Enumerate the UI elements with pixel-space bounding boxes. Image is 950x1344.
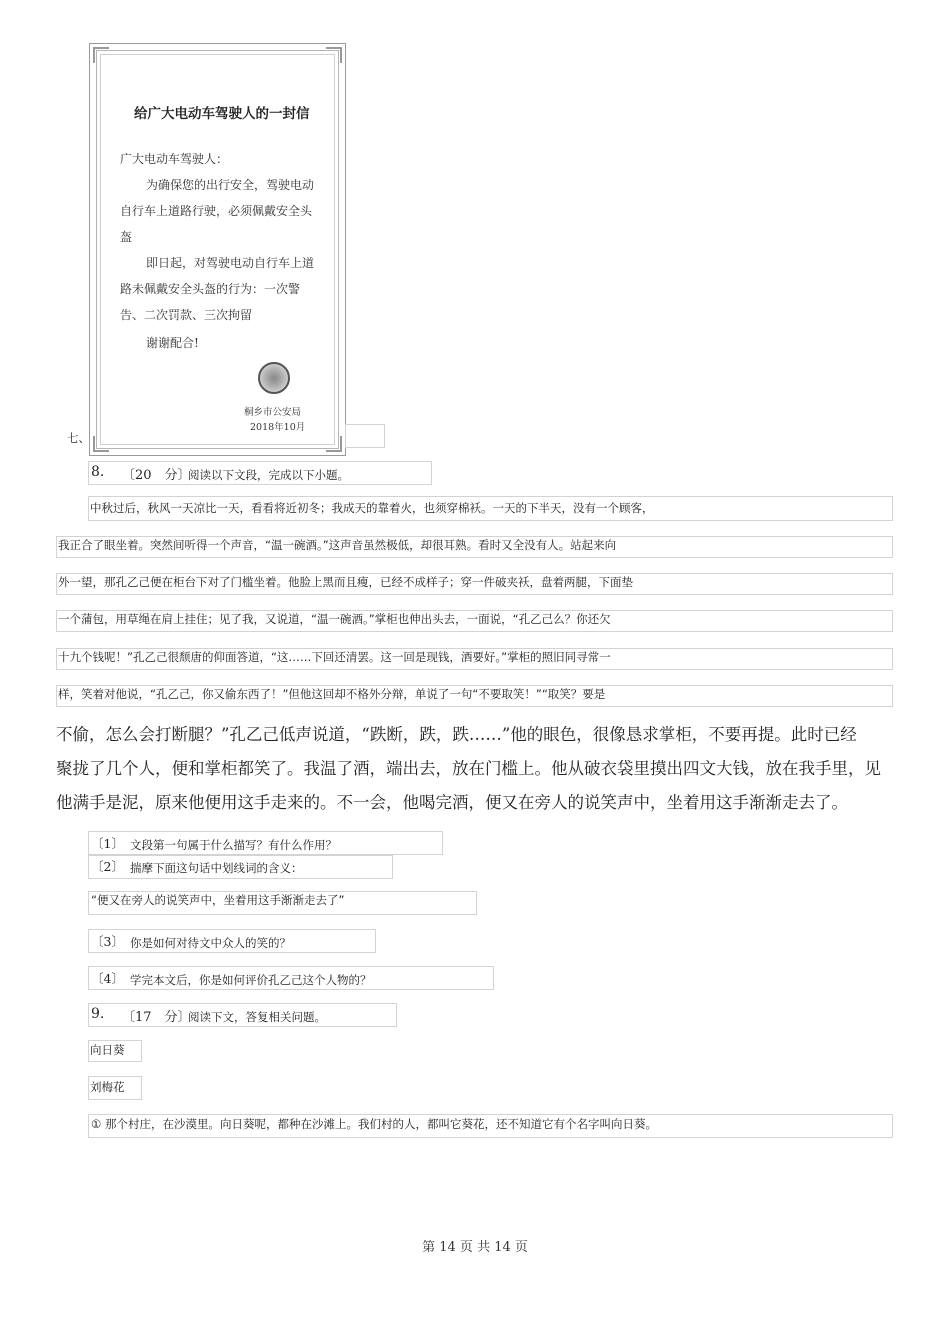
- text-box-outline: [345, 424, 385, 448]
- article-title: 向日葵: [90, 1043, 125, 1057]
- passage-line: 外一望，那孔乙己便在柜台下对了门槛坐着。他脸上黑而且瘦，已经不成样子；穿一件破夹袄，盘着两腿，下面垫: [58, 575, 633, 589]
- notice-letter-image: [89, 43, 346, 456]
- letter-date: 2018年10月: [250, 422, 306, 433]
- letter-line: 自行车上道路行驶，必须佩戴安全头: [120, 204, 313, 218]
- passage-line: 样，笑着对他说，“孔乙己，你又偷东西了！”但他这回却不格外分辩，单说了一句“不要取笑！”“取笑？要是: [58, 687, 606, 701]
- question-8-number: 8.: [91, 464, 105, 480]
- passage-line-large: 聚拢了几个人，便和掌柜都笑了。我温了酒，端出去，放在门槛上。他从破衣袋里摸出四文大钱，放在我手里，见: [56, 759, 881, 778]
- letter-line: 为确保您的出行安全，驾驶电动: [146, 178, 315, 192]
- passage-line: 中秋过后，秋风一天凉比一天，看看将近初冬；我成天的靠着火，也须穿棉袄。一天的下半天，没有一个顾客，: [90, 501, 654, 515]
- corner-ornament: [93, 47, 109, 63]
- quoted-sentence: “便又在旁人的说笑声中，坐着用这手渐渐走去了”: [91, 893, 345, 907]
- passage-line-large: 不偷，怎么会打断腿？”孔乙己低声说道，“跌断，跌，跌……”他的眼色，很像恳求掌柜，不要再提。此时已经: [56, 725, 857, 744]
- subquestion-text: 学完本文后，你是如何评价孔乙己这个人物的？: [130, 973, 372, 987]
- letter-salutation: 广大电动车驾驶人：: [120, 152, 229, 166]
- police-emblem-icon: [258, 362, 290, 394]
- passage-line: 十九个钱呢！”孔乙己很颓唐的仰面答道，“这……下回还清罢。这一回是现钱，酒要好。”掌柜的照旧同寻常一: [58, 650, 611, 664]
- letter-line: 盔: [120, 230, 133, 244]
- corner-ornament: [93, 436, 109, 452]
- subquestion-text: 你是如何对待文中众人的笑的？: [130, 936, 291, 950]
- passage-line: 我正合了眼坐着。突然间听得一个声音，“温一碗酒。”这声音虽然极低，却很耳熟。看时又全没有人。站起来向: [58, 538, 617, 552]
- subquestion-number: 〔3〕: [91, 934, 124, 949]
- page-footer: 第 14 页 共 14 页: [422, 1240, 528, 1255]
- subquestion-text: 揣摩下面这句话中划线词的含义：: [130, 861, 303, 875]
- article-first-line: ① 那个村庄，在沙漠里。向日葵呢，都种在沙滩上。我们村的人，都叫它葵花，还不知道它有个名字叫向日葵。: [91, 1117, 657, 1131]
- question-8-instruction: 阅读以下文段，完成以下小题。: [188, 468, 349, 482]
- subquestion-text: 文段第一句属于什么描写？有什么作用？: [130, 838, 337, 852]
- letter-signature: 桐乡市公安局: [244, 407, 302, 418]
- corner-ornament: [326, 47, 342, 63]
- letter-line: 路未佩戴安全头盔的行为：一次警: [120, 282, 301, 296]
- subquestion-number: 〔1〕: [91, 836, 124, 851]
- article-author: 刘梅花: [90, 1080, 125, 1094]
- corner-ornament: [326, 436, 342, 452]
- subquestion-number: 〔2〕: [91, 859, 124, 874]
- letter-line: 即日起，对驾驶电动自行车上道: [146, 256, 315, 270]
- subquestion-number: 〔4〕: [91, 971, 124, 986]
- passage-line: 一个蒲包，用草绳在肩上挂住；见了我，又说道，“温一碗酒。”掌柜也伸出头去，一面说，“孔乙己么？你还欠: [58, 612, 611, 626]
- letter-line: 谢谢配合!: [146, 336, 199, 350]
- letter-title: 给广大电动车驾驶人的一封信: [134, 106, 310, 122]
- question-9-number: 9.: [91, 1006, 105, 1022]
- question-8-points: 〔20 分〕: [122, 468, 191, 483]
- question-9-instruction: 阅读下文，答复相关问题。: [188, 1010, 326, 1024]
- section-label: 七、: [67, 431, 90, 445]
- passage-line-large: 他满手是泥，原来他便用这手走来的。不一会，他喝完酒，便又在旁人的说笑声中，坐着用这手渐渐走去了。: [56, 793, 848, 812]
- question-9-points: 〔17 分〕: [122, 1010, 191, 1025]
- letter-line: 告、二次罚款、三次拘留: [120, 308, 253, 322]
